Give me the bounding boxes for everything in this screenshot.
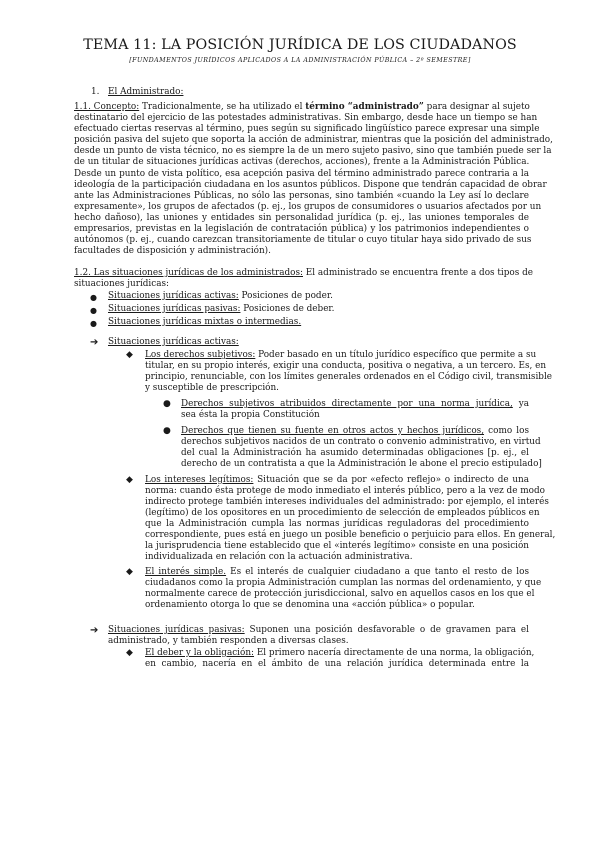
arrow-icon: ➔ bbox=[90, 337, 99, 348]
subheading-active: Situaciones jurídicas activas: bbox=[108, 337, 239, 347]
paragraph-line: principio, renunciable, con los límites generales ordenados en el Código civil, transmisible bbox=[145, 372, 553, 382]
paragraph-line: 1.1. Concepto: Tradicionalmente, se ha utilizado el término “administrado” para designar al sujeto bbox=[74, 102, 530, 112]
paragraph-line: situaciones jurídicas: bbox=[74, 279, 170, 289]
paragraph-line: sea ésta la propia Constitución bbox=[181, 410, 320, 420]
paragraph-line: de un titular de situaciones jurídicas activas (derechos, acciones), frente a la Administración Pública. bbox=[74, 157, 530, 167]
paragraph-line: norma: cuando ésta protege de modo inmediato el interés público, pero a la vez de modo bbox=[145, 486, 545, 496]
paragraph-line: ciudadanos como la propia Administración cumplan las normas del ordenamiento, y que bbox=[145, 578, 542, 588]
subsection-label: 1.1. Concepto: bbox=[74, 102, 140, 112]
paragraph-line: El deber y la obligación: El primero nacería directamente de una norma, la obligación, bbox=[145, 648, 535, 658]
arrow-icon: ➔ bbox=[90, 625, 99, 636]
diamond-icon: ◆ bbox=[126, 648, 133, 658]
paragraph-line: facultades de disposición y administración). bbox=[74, 246, 271, 256]
paragraph-line: titular, en su propio interés, exigir una conducta, positiva o negativa, a un tercero. Es, en bbox=[145, 361, 547, 371]
paragraph-line: empresarios, previstas en la legislación de contratación pública) y los patrimonios independientes o bbox=[74, 224, 529, 234]
diamond-icon: ◆ bbox=[126, 567, 133, 577]
list-item: Situaciones jurídicas mixtas o intermedias. bbox=[108, 317, 302, 327]
paragraph-line: autónomos (p. ej., cuando carezcan transitoriamente de titular o cuyo titular haya sido privado de sus bbox=[74, 235, 532, 245]
paragraph-line: Situaciones jurídicas pasivas: Suponen una posición desfavorable o de gravamen para el bbox=[108, 625, 529, 635]
paragraph-line: normalmente carece de protección jurisdiccional, salvo en aquellos casos en los que el bbox=[145, 589, 535, 599]
paragraph-line: destinatario del ejercicio de las potestades administrativas. Sin embargo, desde hace un tiempo se han bbox=[74, 113, 538, 123]
bullet-icon: ● bbox=[90, 306, 97, 315]
paragraph-line: Los derechos subjetivos: Poder basado en un título jurídico específico que permite a su bbox=[145, 350, 537, 360]
diamond-icon: ◆ bbox=[126, 475, 133, 485]
section-number: 1. bbox=[91, 87, 100, 97]
paragraph-line: que la Administración cumpla las normas jurídicas reguladoras del procedimiento bbox=[145, 519, 529, 529]
paragraph-line: Derechos subjetivos atribuidos directamente por una norma jurídica, ya bbox=[181, 399, 529, 409]
document-title: TEMA 11: LA POSICIÓN JURÍDICA DE LOS CIUDADANOS bbox=[83, 37, 517, 53]
list-item: Situaciones jurídicas pasivas: Posiciones de deber. bbox=[108, 304, 335, 314]
bullet-icon: ● bbox=[163, 426, 171, 436]
paragraph-line: y susceptible de prescripción. bbox=[145, 383, 279, 393]
subsection-label: 1.2. Las situaciones jurídicas de los administrados: bbox=[74, 268, 303, 278]
paragraph-line: efectuado ciertas reservas al término, pues según su significado lingüístico parece expresar una simple bbox=[74, 124, 540, 134]
bullet-icon: ● bbox=[90, 319, 97, 328]
paragraph-line: Los intereses legítimos: Situación que se da por «efecto reflejo» o indirecto de una bbox=[145, 475, 529, 485]
paragraph-line: ante las Administraciones Públicas, no sólo las personas, sino también «cuando la Ley así lo declare bbox=[74, 191, 529, 201]
paragraph-line: expresamente», los grupos de afectados (p. ej., los grupos de consumidores o usuarios afectados por un bbox=[74, 202, 542, 212]
bullet-icon: ● bbox=[90, 293, 97, 302]
paragraph-line: desde un punto de vista técnico, no es siempre la de un mero sujeto pasivo, sino que también puede ser la bbox=[74, 146, 552, 156]
bullet-icon: ● bbox=[163, 399, 171, 409]
paragraph-line: administrado, y también responden a diversas clases. bbox=[108, 636, 349, 646]
paragraph-line: correspondiente, pues está en juego un posible beneficio o perjuicio para ellos. En general, bbox=[145, 530, 556, 540]
paragraph-line: El interés simple. Es el interés de cualquier ciudadano a que tanto el resto de los bbox=[145, 567, 529, 577]
paragraph-line: en cambio, nacería en el ámbito de una relación jurídica determinada entre la bbox=[145, 659, 529, 669]
paragraph-line: (legítimo) de los opositores en un procedimiento de selección de empleados públicos en bbox=[145, 508, 540, 518]
paragraph-line: ordenamiento otorga lo que se denomina una «acción pública» o popular. bbox=[145, 600, 475, 610]
paragraph-line: hecho dañoso), las uniones y entidades sin personalidad jurídica (p. ej., las uniones temporales de bbox=[74, 213, 529, 223]
document-subtitle: [FUNDAMENTOS JURÍDICOS APLICADOS A LA ADMINISTRACIÓN PÚBLICA – 2º SEMESTRE] bbox=[129, 57, 471, 64]
paragraph-line: Desde un punto de vista político, esa acepción pasiva del término administrado parece contraria a la bbox=[74, 169, 529, 179]
paragraph-line: individualizada en relación con la actuación administrativa. bbox=[145, 552, 413, 562]
bold-term: término “administrado” bbox=[305, 102, 424, 112]
paragraph-line: derechos subjetivos nacidos de un contrato o convenio administrativo, en virtud bbox=[181, 437, 541, 447]
paragraph-line: indirecto protege también intereses individuales del administrado: por ejemplo, el interés bbox=[145, 497, 549, 507]
paragraph-line: derecho de un contratista a que la Administración le abone el precio estipulado] bbox=[181, 459, 542, 469]
paragraph-line: posición pasiva del sujeto que soporta la acción de administrar, mientras que la posición del administrado, bbox=[74, 135, 553, 145]
paragraph-line: ideología de la participación ciudadana en los asuntos públicos. Dispone que tendrán capacidad de obrar bbox=[74, 180, 547, 190]
paragraph-line: 1.2. Las situaciones jurídicas de los administrados: El administrado se encuentra frente a dos tipos de bbox=[74, 268, 533, 278]
section-heading: El Administrado: bbox=[108, 87, 184, 97]
diamond-icon: ◆ bbox=[126, 350, 133, 360]
paragraph-line: del cual la Administración ha asumido determinadas obligaciones [p. ej., el bbox=[181, 448, 529, 458]
paragraph-line: la jurisprudencia tiene establecido que el «interés legítimo» consiste en una posición bbox=[145, 541, 529, 551]
paragraph-line: Derechos que tienen su fuente en otros actos y hechos jurídicos, como los bbox=[181, 426, 529, 436]
list-item: Situaciones jurídicas activas: Posiciones de poder. bbox=[108, 291, 333, 301]
